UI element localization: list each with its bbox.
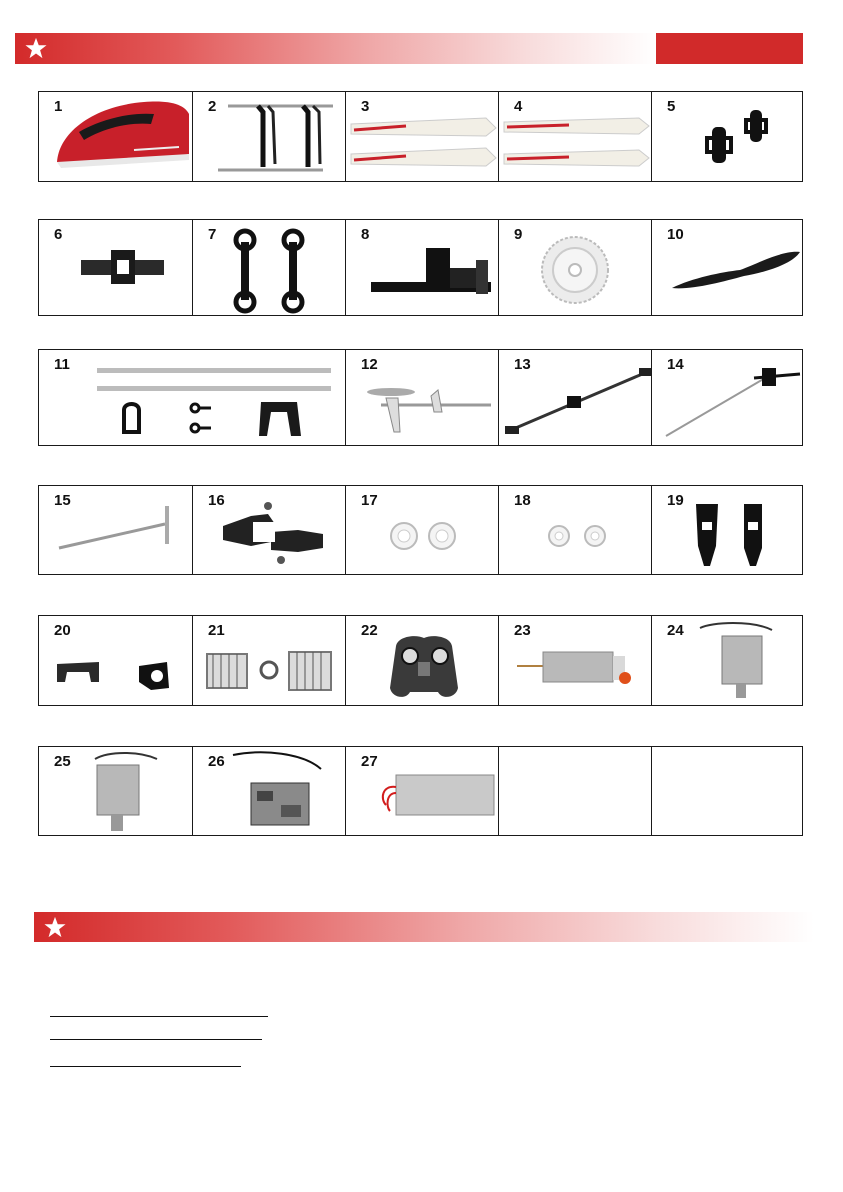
receiver-board-icon (193, 747, 345, 835)
section-banner-top (15, 33, 656, 64)
part-cell (39, 92, 192, 181)
empty-part-cell (498, 747, 651, 835)
part-cell (345, 747, 498, 835)
star-icon (25, 37, 47, 59)
flybar-icon (499, 350, 651, 445)
star-icon (44, 916, 66, 938)
part-number: 27 (361, 753, 378, 770)
parts-row-2 (38, 219, 803, 316)
part-cell (345, 220, 498, 315)
section-banner-tab (656, 33, 803, 64)
part-number: 3 (361, 98, 370, 115)
part-cell (498, 92, 651, 181)
blade-grip-icon (652, 92, 802, 181)
main-shaft-gear-icon (39, 486, 191, 574)
blank-line (50, 1066, 241, 1067)
part-number: 10 (667, 226, 684, 243)
tail-assembly-icon (346, 350, 498, 445)
part-cell (651, 220, 802, 315)
bearing-sleeve-icon (193, 616, 345, 705)
part-cell (192, 92, 345, 181)
part-cell (498, 486, 651, 574)
part-number: 21 (208, 622, 225, 639)
part-cell (651, 350, 802, 445)
part-number: 6 (54, 226, 63, 243)
part-number: 4 (514, 98, 523, 115)
part-cell (192, 616, 345, 705)
part-cell (498, 350, 651, 445)
part-cell (192, 486, 345, 574)
part-cell (651, 486, 802, 574)
parts-row-4 (38, 485, 803, 575)
canopy-icon (39, 92, 191, 181)
tail-propeller-icon (652, 220, 802, 315)
motor-b-icon (39, 747, 191, 835)
empty-part-cell (651, 747, 802, 835)
tail-boom-set-icon (39, 350, 344, 445)
part-number: 14 (667, 356, 684, 373)
parts-row-6 (38, 746, 803, 836)
part-cell (39, 350, 345, 445)
blade-holder-icon (652, 486, 802, 574)
part-number: 25 (54, 753, 71, 770)
motor-cover-icon (39, 616, 191, 705)
tail-motor-icon (499, 616, 651, 705)
part-cell (498, 616, 651, 705)
part-cell (651, 616, 802, 705)
part-cell (345, 486, 498, 574)
rotor-head-icon (39, 220, 191, 315)
blank-line (50, 1039, 262, 1040)
part-cell (39, 486, 192, 574)
part-number: 17 (361, 492, 378, 509)
part-number: 7 (208, 226, 217, 243)
part-cell (192, 747, 345, 835)
part-cell (651, 92, 802, 181)
part-number: 20 (54, 622, 71, 639)
blank-line (50, 1016, 268, 1017)
main-frame-icon (346, 220, 498, 315)
motor-a-icon (652, 616, 802, 705)
part-number: 24 (667, 622, 684, 639)
part-cell (345, 616, 498, 705)
main-blade-a-icon (346, 92, 498, 181)
part-number: 9 (514, 226, 523, 243)
part-number: 12 (361, 356, 378, 373)
transmitter-icon (346, 616, 498, 705)
part-cell (39, 747, 192, 835)
part-cell (192, 220, 345, 315)
parts-row-1 (38, 91, 803, 182)
part-number: 13 (514, 356, 531, 373)
bearing-large-icon (346, 486, 498, 574)
rotor-holder-icon (193, 486, 345, 574)
section-banner-bottom (34, 912, 814, 942)
inner-shaft-icon (652, 350, 802, 445)
part-number: 15 (54, 492, 71, 509)
part-cell (39, 616, 192, 705)
part-number: 5 (667, 98, 676, 115)
parts-row-5 (38, 615, 803, 706)
part-cell (39, 220, 192, 315)
part-cell (498, 220, 651, 315)
part-number: 16 (208, 492, 225, 509)
part-number: 11 (54, 356, 70, 373)
part-number: 19 (667, 492, 684, 509)
main-gear-icon (499, 220, 651, 315)
landing-skid-icon (193, 92, 345, 181)
connecting-buckle-icon (193, 220, 345, 315)
part-cell (345, 350, 498, 445)
part-number: 18 (514, 492, 531, 509)
part-number: 8 (361, 226, 370, 243)
part-number: 23 (514, 622, 531, 639)
part-number: 1 (54, 98, 63, 115)
parts-row-3 (38, 349, 803, 446)
bearing-small-icon (499, 486, 651, 574)
part-number: 22 (361, 622, 378, 639)
main-blade-b-icon (499, 92, 651, 181)
part-number: 26 (208, 753, 225, 770)
part-number: 2 (208, 98, 217, 115)
part-cell (345, 92, 498, 181)
battery-icon (346, 747, 498, 835)
